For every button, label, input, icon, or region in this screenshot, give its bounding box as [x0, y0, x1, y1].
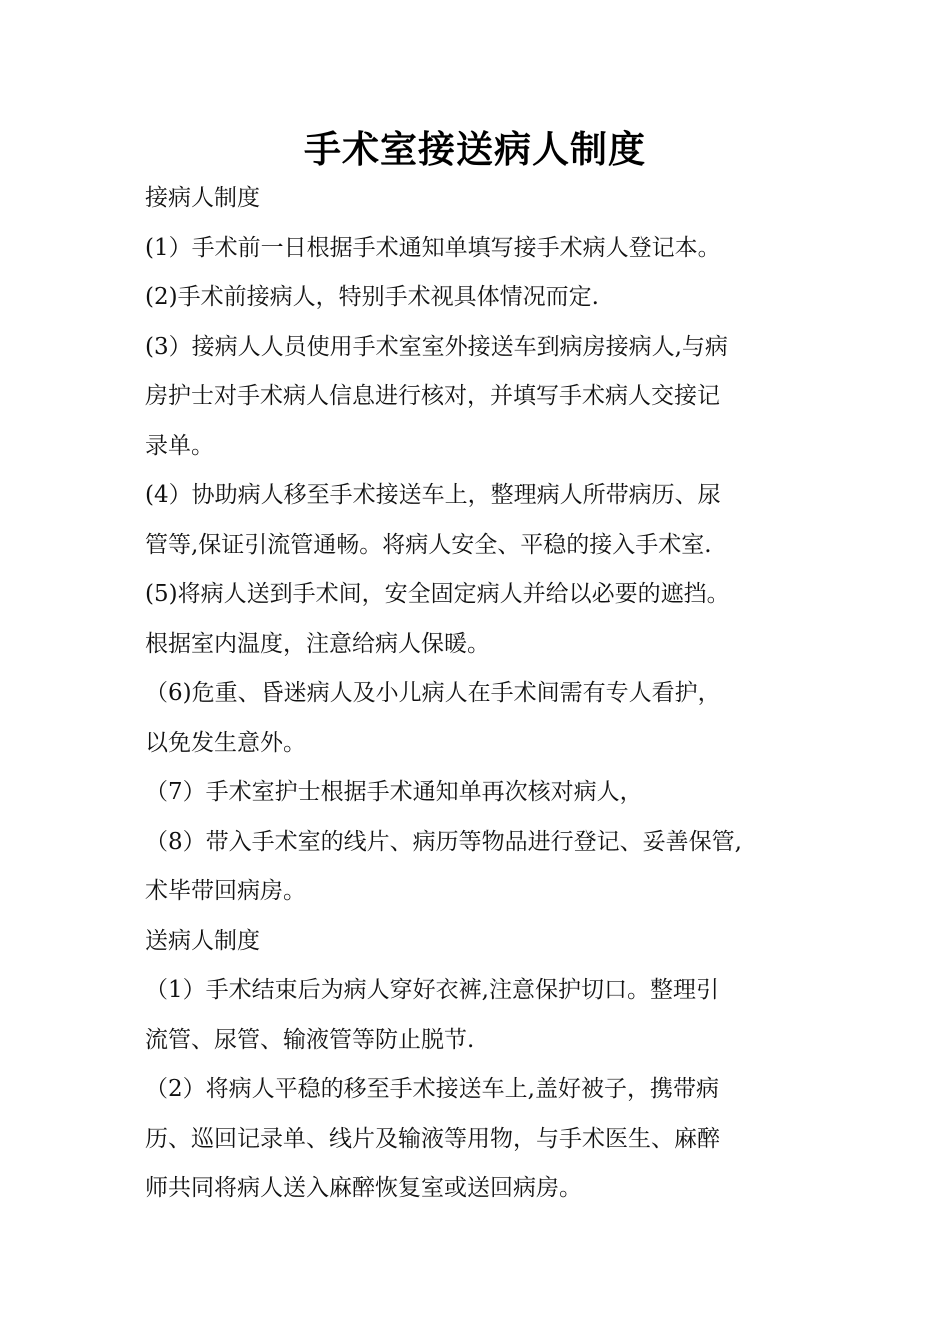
- paragraph-line: 根据室内温度，注意给病人保暖。: [145, 630, 490, 657]
- paragraph-line: (5)将病人送到手术间，安全固定病人并给以必要的遮挡。: [145, 581, 730, 607]
- paragraph-line: 房护士对手术病人信息进行核对，并填写手术病人交接记: [145, 383, 720, 409]
- paragraph-line: 术毕带回病房。: [145, 878, 306, 904]
- paragraph-line: (1）手术前一日根据手术通知单填写接手术病人登记本。: [145, 234, 721, 261]
- section-heading-receive: 接病人制度: [145, 185, 260, 211]
- paragraph-line: 以免发生意外。: [145, 729, 306, 756]
- paragraph-line: （2）将病人平稳的移至手术接送车上,盖好被子，携带病: [145, 1076, 719, 1102]
- paragraph-line: (3）接病人人员使用手术室室外接送车到病房接病人,与病: [145, 333, 728, 360]
- paragraph-line: 历、巡回记录单、线片及输液等用物，与手术医生、麻醉: [145, 1125, 720, 1152]
- paragraph-line: (2)手术前接病人，特别手术视具体情况而定.: [145, 284, 599, 310]
- section-heading-send: 送病人制度: [145, 927, 260, 954]
- document-body: [145, 174, 825, 1214]
- document-title: 手术室接送病人制度: [304, 128, 646, 171]
- paragraph-line: （7）手术室护士根据手术通知单再次核对病人，: [145, 779, 643, 805]
- paragraph-line: （1）手术结束后为病人穿好衣裤,注意保护切口。整理引: [145, 977, 719, 1003]
- paragraph-line: 流管、尿管、输液管等防止脱节.: [145, 1026, 475, 1053]
- paragraph-line: 管等,保证引流管通畅。将病人安全、平稳的接入手术室.: [145, 531, 712, 558]
- paragraph-line: 录单。: [145, 432, 214, 459]
- paragraph-line: 师共同将病人送入麻醉恢复室或送回病房。: [145, 1175, 582, 1201]
- paragraph-line: (4）协助病人移至手术接送车上，整理病人所带病历、尿: [145, 482, 721, 508]
- paragraph-line: （8）带入手术室的线片、病历等物品进行登记、妥善保管,: [145, 828, 742, 855]
- paragraph-line: （6)危重、昏迷病人及小儿病人在手术间需有专人看护，: [145, 680, 721, 706]
